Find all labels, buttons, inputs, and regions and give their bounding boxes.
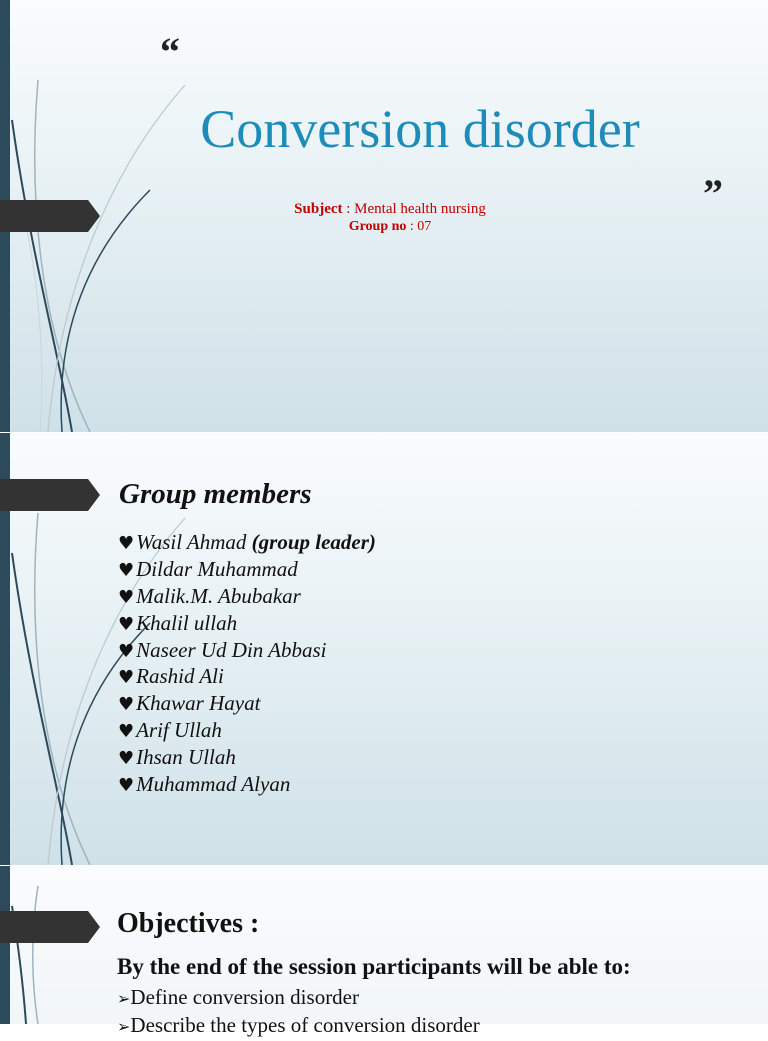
- member-name: Ihsan Ullah: [136, 745, 236, 770]
- heart-bullet-icon: ♥: [118, 613, 135, 635]
- member-name: Wasil Ahmad: [136, 530, 247, 554]
- member-role-note: (group leader): [251, 530, 376, 554]
- member-name: Malik.M. Abubakar: [136, 583, 301, 608]
- member-item: [118, 637, 376, 664]
- slide-title: Conversion disorder: [200, 99, 640, 159]
- members-list: [118, 529, 376, 798]
- heart-bullet-icon: ♥: [118, 748, 135, 770]
- slide-tab-marker: [0, 200, 100, 232]
- subject-line: [290, 200, 490, 218]
- member-item: [118, 556, 376, 583]
- member-item: [118, 744, 376, 771]
- member-name: Dildar Muhammad: [136, 556, 298, 581]
- objectives-intro: By the end of the session participants will be able to:: [117, 954, 631, 979]
- member-name: Khawar Hayat: [136, 691, 261, 716]
- title-slide: [0, 0, 768, 432]
- close-quote-mark: ”: [703, 171, 723, 216]
- member-name: Rashid Ali: [136, 664, 224, 689]
- heart-bullet-icon: ♥: [118, 775, 135, 797]
- heart-bullet-icon: ♥: [118, 640, 135, 662]
- heart-bullet-icon: ♥: [118, 694, 135, 716]
- member-item: [118, 690, 376, 717]
- subject-label: Subject: [294, 201, 343, 217]
- objective-text: Define conversion disorder: [130, 985, 359, 1009]
- objective-item: [117, 1011, 480, 1039]
- arrow-bullet-icon: ➢: [117, 1017, 131, 1036]
- objective-item: [117, 983, 480, 1011]
- group-value: : 07: [406, 219, 432, 234]
- slide-tab-marker: [0, 911, 100, 943]
- heart-bullet-icon: ♥: [118, 533, 135, 554]
- member-item: [118, 583, 376, 610]
- slide-subtitle: [290, 200, 490, 236]
- group-label: Group no: [348, 219, 407, 234]
- objectives-list: [117, 983, 480, 1039]
- member-item: [118, 771, 376, 798]
- heart-bullet-icon: ♥: [118, 586, 135, 608]
- member-item: [118, 529, 376, 556]
- member-name: Muhammad Alyan: [136, 772, 291, 797]
- heart-bullet-icon: ♥: [118, 559, 135, 581]
- group-line: [290, 218, 490, 236]
- objective-text: Describe the types of conversion disorder: [130, 1013, 480, 1037]
- heart-bullet-icon: ♥: [118, 721, 135, 743]
- member-item: [118, 610, 376, 637]
- member-name: Naseer Ud Din Abbasi: [136, 637, 327, 662]
- objectives-heading: Objectives :: [117, 908, 260, 939]
- member-name: Arif Ullah: [136, 718, 222, 743]
- member-item: [118, 663, 376, 690]
- arrow-bullet-icon: ➢: [117, 989, 131, 1008]
- open-quote-mark: “: [160, 29, 180, 74]
- member-name: Khalil ullah: [136, 610, 238, 635]
- group-members-heading: Group members: [119, 478, 312, 510]
- subject-value: : Mental health nursing: [342, 201, 486, 217]
- group-members-slide: [0, 433, 768, 865]
- slide-tab-marker: [0, 479, 100, 511]
- heart-bullet-icon: ♥: [118, 667, 135, 689]
- member-item: [118, 717, 376, 744]
